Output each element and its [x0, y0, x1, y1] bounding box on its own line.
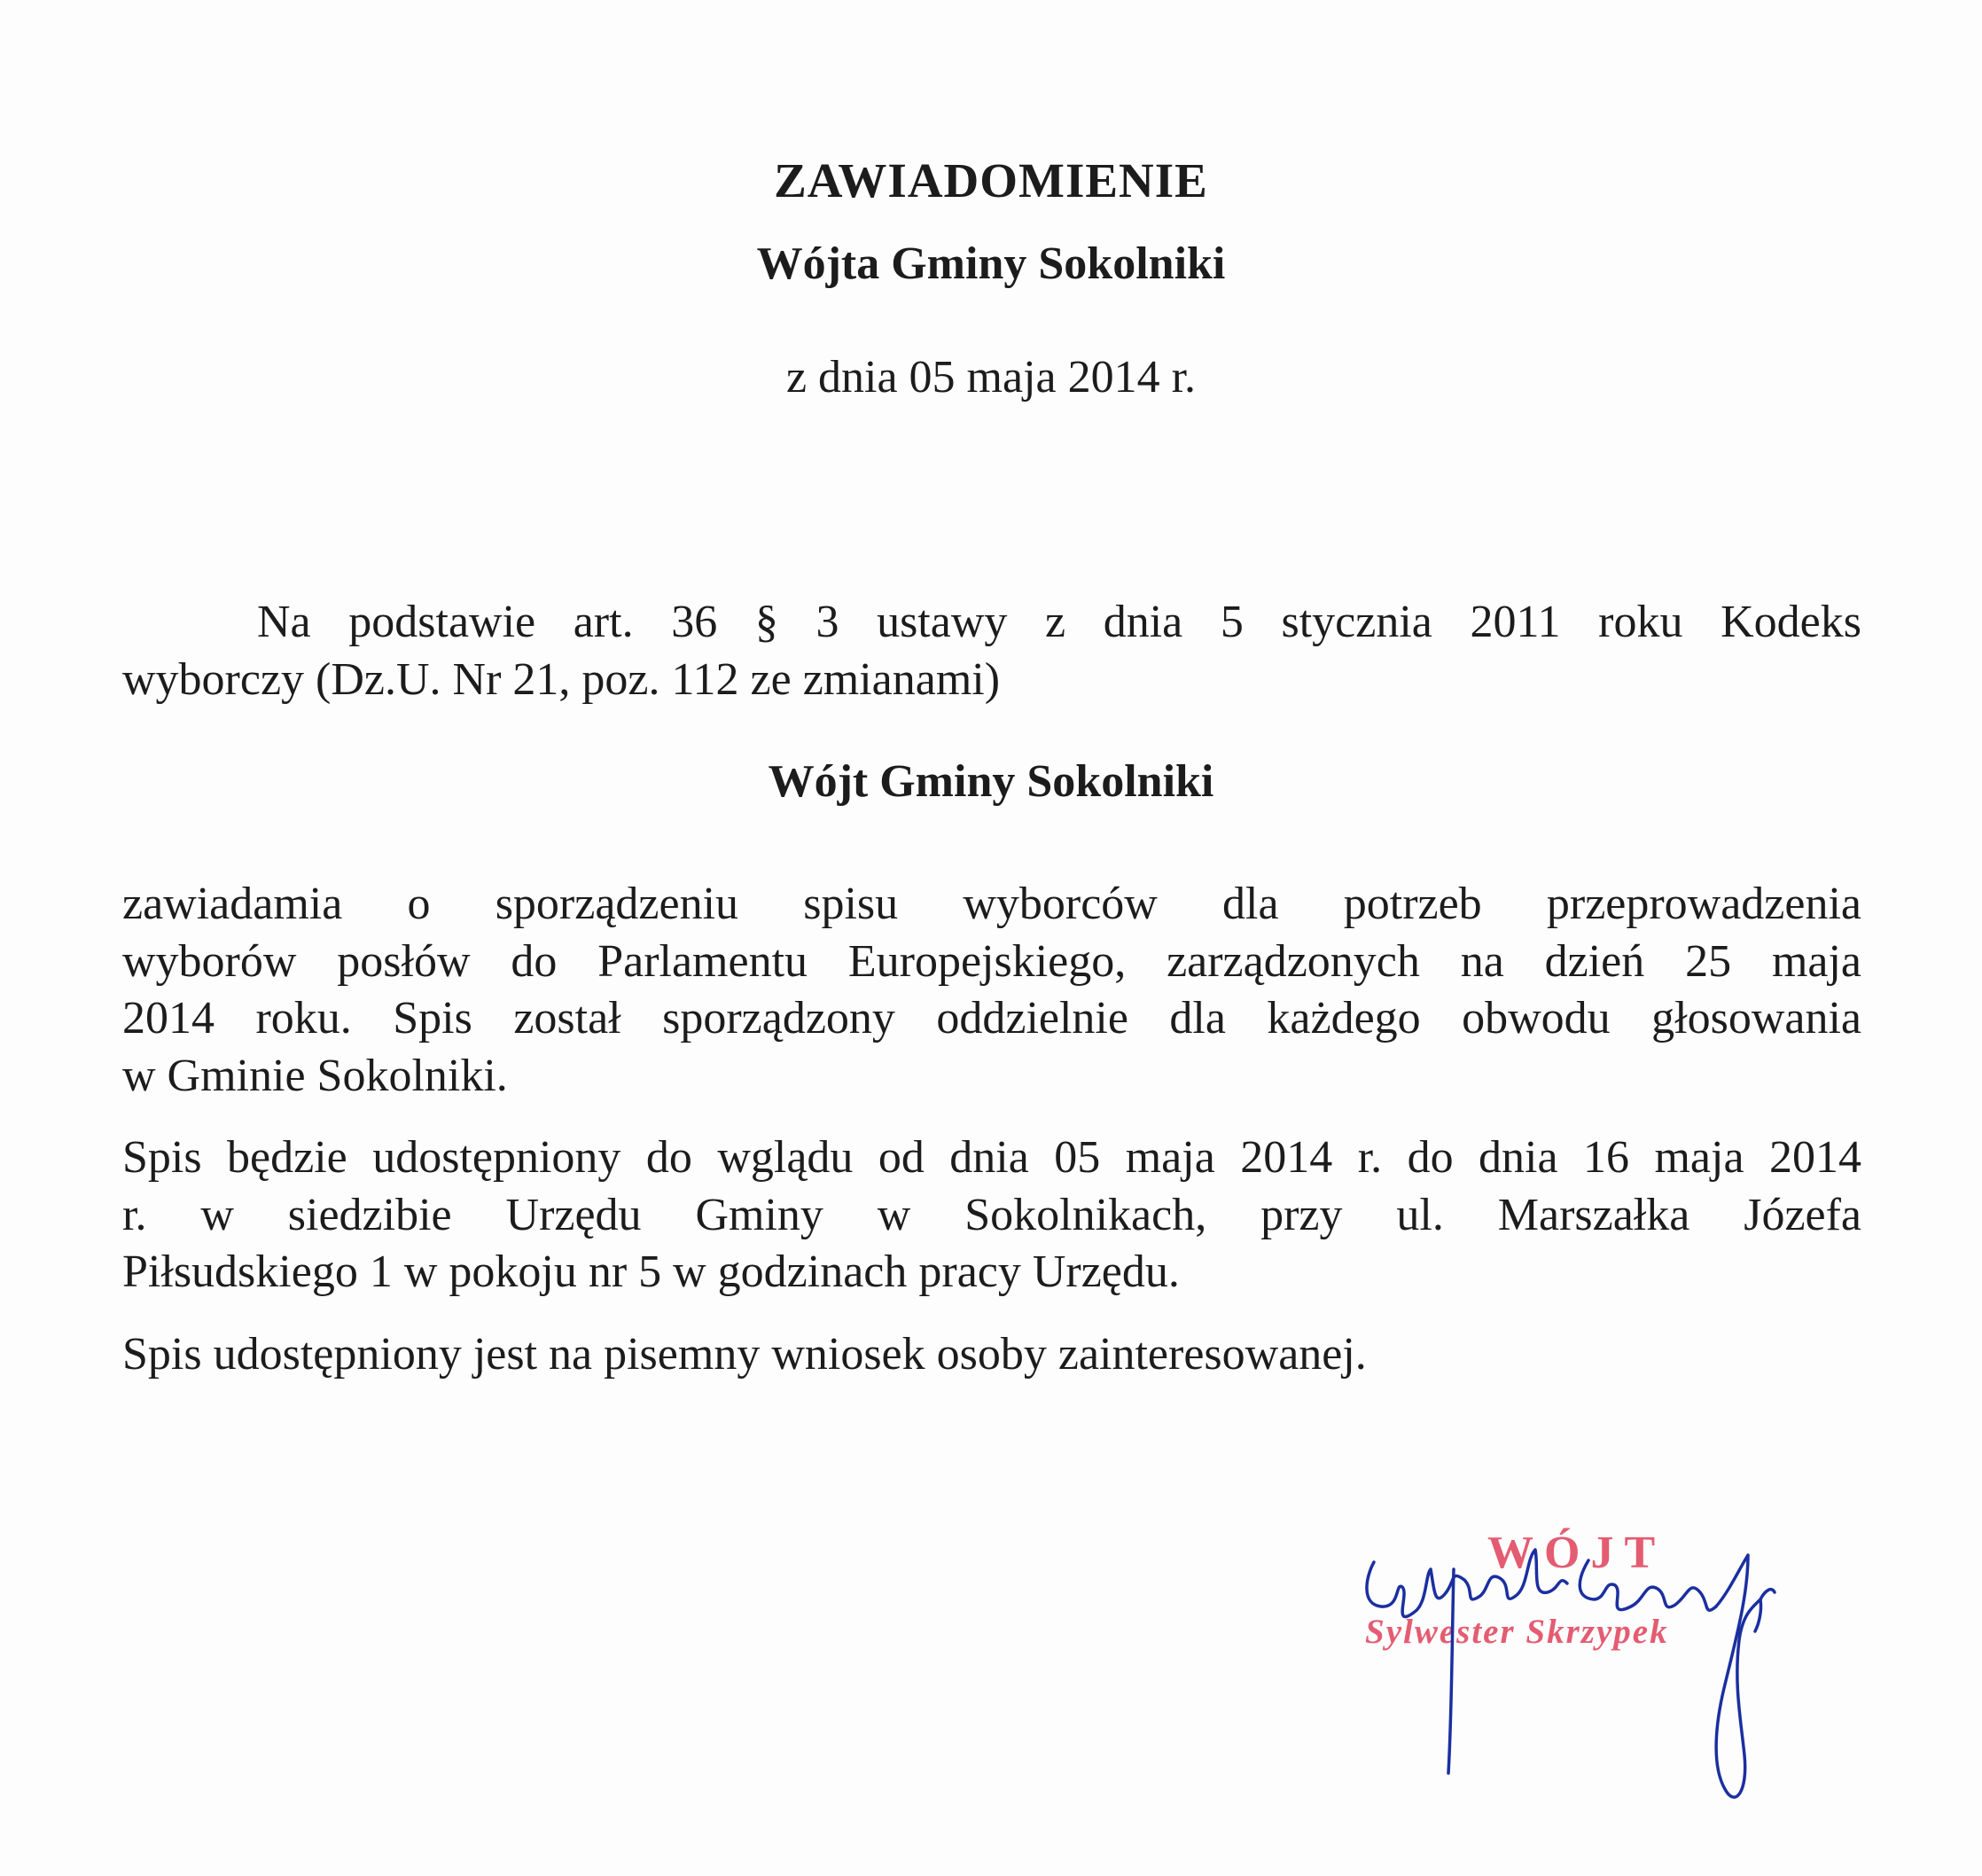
access-line-3: Piłsudskiego 1 w pokoju nr 5 w godzinach pracy Urzędu.	[122, 1247, 1180, 1297]
notification-line-2: wyborów posłów do Parlamentu Europejskiego, zarządzonych na dzień 25 maja	[122, 935, 1861, 987]
access-paragraph	[122, 1130, 1861, 1301]
legal-basis-line-1: Na podstawie art. 36 § 3 ustawy z dnia 5 stycznia 2011 roku Kodeks	[257, 597, 1861, 647]
handwritten-signature	[1338, 1507, 1870, 1862]
signature-stamp-block	[1338, 1507, 1870, 1862]
request-note-line: Spis udostępniony jest na pisemny wniosek osoby zainteresowanej.	[122, 1329, 1367, 1380]
authority-heading: Wójt Gminy Sokolniki	[768, 756, 1214, 807]
stamp-name: Sylwester Skrzypek	[1365, 1613, 1669, 1651]
document-date: z dnia 05 maja 2014 r.	[785, 352, 1197, 403]
notification-paragraph	[122, 876, 1861, 1105]
document-subtitle: Wójta Gminy Sokolniki	[756, 238, 1226, 289]
access-line-2: r. w siedzibie Urzędu Gminy w Sokolnikach, przy ul. Marszałka Józefa	[122, 1189, 1861, 1240]
notification-line-3: 2014 roku. Spis został sporządzony oddzielnie dla każdego obwodu głosowania	[122, 993, 1861, 1044]
notification-line-1: zawiadamia o sporządzeniu spisu wyborców dla potrzeb przeprowadzenia	[122, 879, 1861, 929]
notification-line-4: w Gminie Sokolniki.	[122, 1050, 508, 1101]
legal-basis-line-2: wyborczy (Dz.U. Nr 21, poz. 112 ze zmianami)	[122, 653, 1001, 705]
access-line-1: Spis będzie udostępniony do wglądu od dnia 05 maja 2014 r. do dnia 16 maja 2014	[122, 1132, 1861, 1183]
stamp-title: WÓJT	[1487, 1528, 1666, 1578]
request-note	[122, 1326, 1861, 1384]
document-title: ZAWIADOMIENIE	[774, 153, 1208, 207]
legal-basis-paragraph	[122, 594, 1861, 708]
